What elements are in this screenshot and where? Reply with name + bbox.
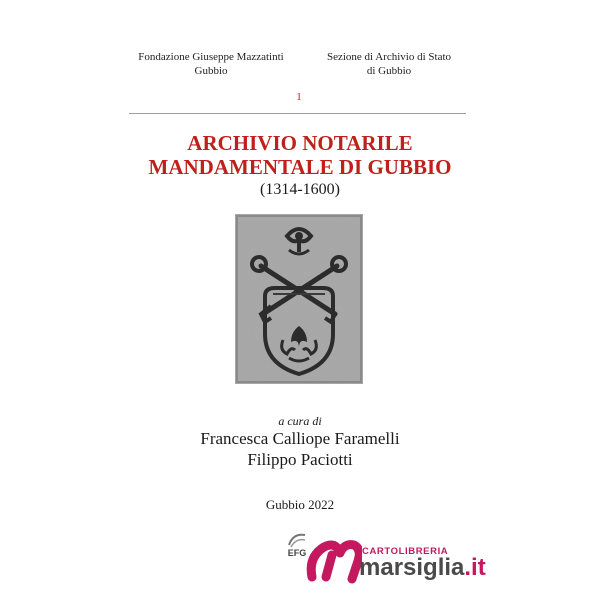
publisher-emblem-icon — [287, 531, 307, 549]
edited-by-label: a cura di — [278, 414, 322, 428]
editor-name: Francesca Calliope Faramelli — [200, 429, 400, 448]
left-institution-city: Gubbio — [194, 65, 228, 77]
series-number: 1 — [296, 91, 302, 103]
store-watermark — [306, 537, 506, 585]
left-institution — [126, 50, 296, 78]
header-divider — [129, 113, 466, 114]
store-logo-icon — [306, 537, 362, 585]
store-domain: .it — [464, 554, 486, 581]
book-title — [100, 131, 500, 179]
right-institution-name: Sezione di Archivio di Stato — [326, 51, 452, 63]
left-institution-name: Fondazione Giuseppe Mazzatinti — [138, 51, 284, 63]
title-line-1: ARCHIVIO NOTARILE — [187, 131, 413, 155]
store-name — [359, 554, 486, 582]
place-and-year: Gubbio 2022 — [265, 497, 335, 512]
date-range: (1314-1600) — [260, 181, 340, 198]
right-institution — [314, 50, 464, 78]
publisher-logo-text: EFG — [287, 548, 307, 558]
store-brand: marsiglia — [359, 554, 465, 581]
title-line-2: MANDAMENTALE DI GUBBIO — [148, 155, 452, 179]
right-institution-city: di Gubbio — [366, 65, 412, 77]
store-tagline: CARTOLIBRERIA — [362, 546, 449, 557]
editor-name: Filippo Paciotti — [247, 450, 353, 469]
crossed-keys-coat-of-arms-icon — [235, 214, 363, 384]
